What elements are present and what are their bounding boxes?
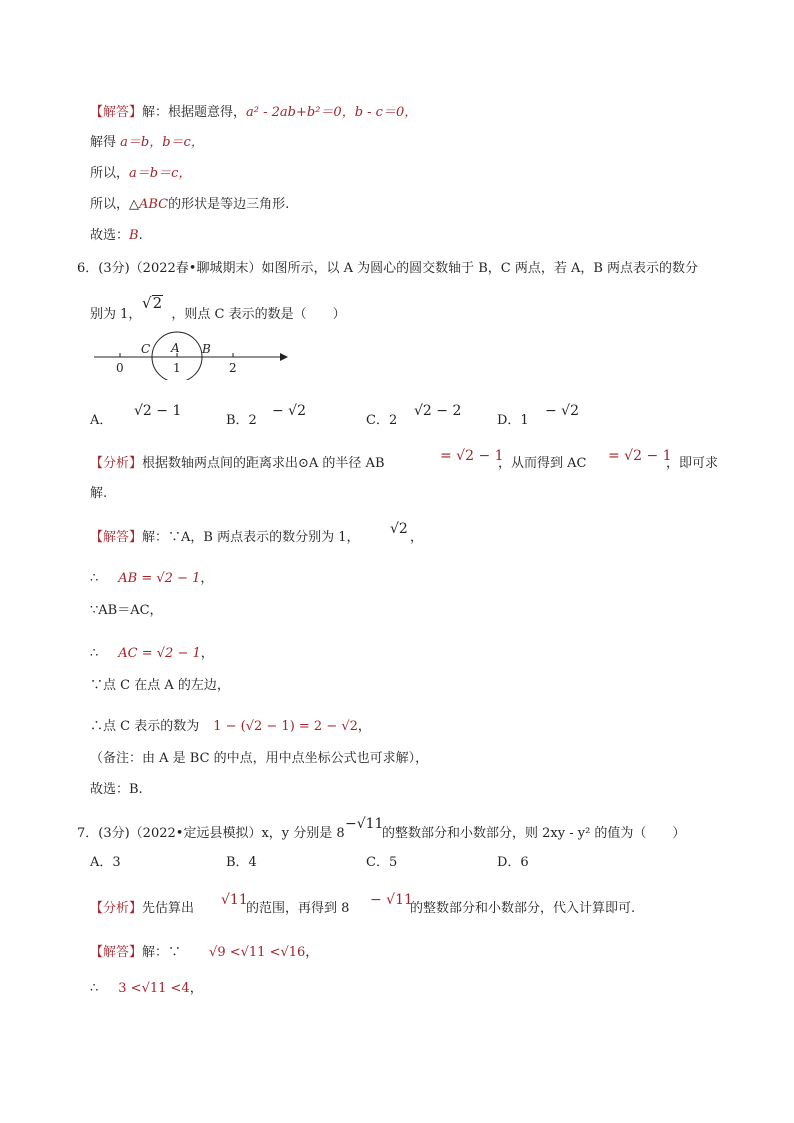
q7-option-d: D．6 [497, 855, 529, 870]
q6-stem-line2: 别为 1， ，则点 C 表示的数是（ ） [90, 307, 346, 322]
q6-solution-line2: ∴ AB = √2 − 1， [90, 571, 214, 586]
q6-option-a-value: √2 − 1 [134, 403, 182, 419]
q6-analysis-line1: 【分析】根据数轴两点间的距离求出⊙A 的半径 AB [90, 456, 385, 471]
label-a: A [171, 341, 180, 355]
q6-analysis-math1: = √2 − 1 [440, 448, 504, 464]
q6-solution-note: （备注：由 A 是 BC 的中点，用中点坐标公式也可求解）， [90, 751, 429, 766]
q6-solution-line5: ∵点 C 在点 A 的左边， [90, 678, 230, 693]
q7-analysis-end: 的整数部分和小数部分，代入计算即可. [410, 901, 636, 916]
q5-answer-line: 【解答】解：根据题意得，a² - 2ab+b²＝0，b - c＝0， [90, 105, 418, 120]
q5-line3: 所以，a＝b＝c， [90, 166, 192, 181]
q6-solution-line1: 【解答】解：∵A，B 两点表示的数分别为 1， [90, 530, 360, 545]
q7-solution-line1: 【解答】解：∵ √9 <√11 <√16， [90, 945, 319, 960]
label-b: B [202, 342, 211, 356]
q6-option-b-label: B．2 [226, 413, 257, 428]
q7-analysis-mid: 的范围，再得到 8 [246, 901, 350, 916]
q5-line4: 所以，△ABC的形状是等边三角形. [90, 197, 290, 212]
q7-stem-a: 7．(3分)（2022•定远县模拟）x，y 分别是 8 [77, 826, 345, 841]
q6-stem-line1: 6．(3分)（2022春•聊城期末）如图所示，以 A 为圆心的圆交数轴于 B，C 两点，若 A，B 两点表示的数分 [77, 261, 699, 276]
q6-analysis-math2: = √2 − 1 [608, 448, 672, 464]
q6-option-b-value: − √2 [272, 403, 307, 419]
answer-tag: 【解答】 [90, 105, 143, 120]
q6-analysis-end: ，即可求 [666, 456, 719, 471]
q7-analysis-math2: − √11 [370, 892, 413, 908]
q7-option-a: A．3 [90, 855, 121, 870]
q7-option-c: C．5 [366, 855, 398, 870]
q6-solution-line6: ∴点 C 表示的数为 1 − (√2 − 1) = 2 − √2， [90, 719, 371, 734]
q6-analysis-mid: ，从而得到 AC [498, 456, 587, 471]
q6-solution-answer: 故选：B. [90, 782, 143, 797]
q6-option-d-label: D．1 [497, 413, 529, 428]
number-line-figure [90, 330, 300, 380]
solution-tag: 【解答】 [90, 530, 143, 545]
q6-solution-line3: ∵AB＝AC， [90, 603, 163, 618]
q6-option-d-value: − √2 [545, 403, 580, 419]
q5-line2: 解得 a＝b，b＝c， [90, 135, 204, 150]
label-c: C [141, 342, 151, 356]
q7-analysis-math1: √11 [221, 892, 248, 908]
q6-option-c-value: √2 − 2 [414, 403, 462, 419]
q6-option-a-label: A． [90, 413, 113, 428]
q7-solution-line2: ∴ 3 <√11 <4， [90, 981, 203, 996]
q6-solution-sqrt2: √2 [390, 521, 408, 537]
q6-solution-line4: ∴ AC = √2 − 1， [90, 646, 214, 661]
q7-stem-sqrt: −√11 [345, 816, 384, 832]
q6-option-c-label: C．2 [366, 413, 398, 428]
tick-2: 2 [229, 361, 237, 375]
q7-stem-b: 的整数部分和小数部分，则 2xy - y² 的值为（ ） [382, 826, 686, 841]
tick-1: 1 [173, 361, 181, 375]
analysis-tag: 【分析】 [90, 456, 143, 471]
q6-stem-sqrt: √2 [142, 294, 163, 312]
q7-analysis-line: 【分析】先估算出 [90, 901, 195, 916]
q7-option-b: B．4 [226, 855, 257, 870]
tick-0: 0 [116, 361, 124, 375]
q6-solution-comma: ， [410, 530, 424, 545]
q5-line5: 故选：B. [90, 228, 143, 243]
q6-analysis-line2: 解. [90, 486, 108, 501]
